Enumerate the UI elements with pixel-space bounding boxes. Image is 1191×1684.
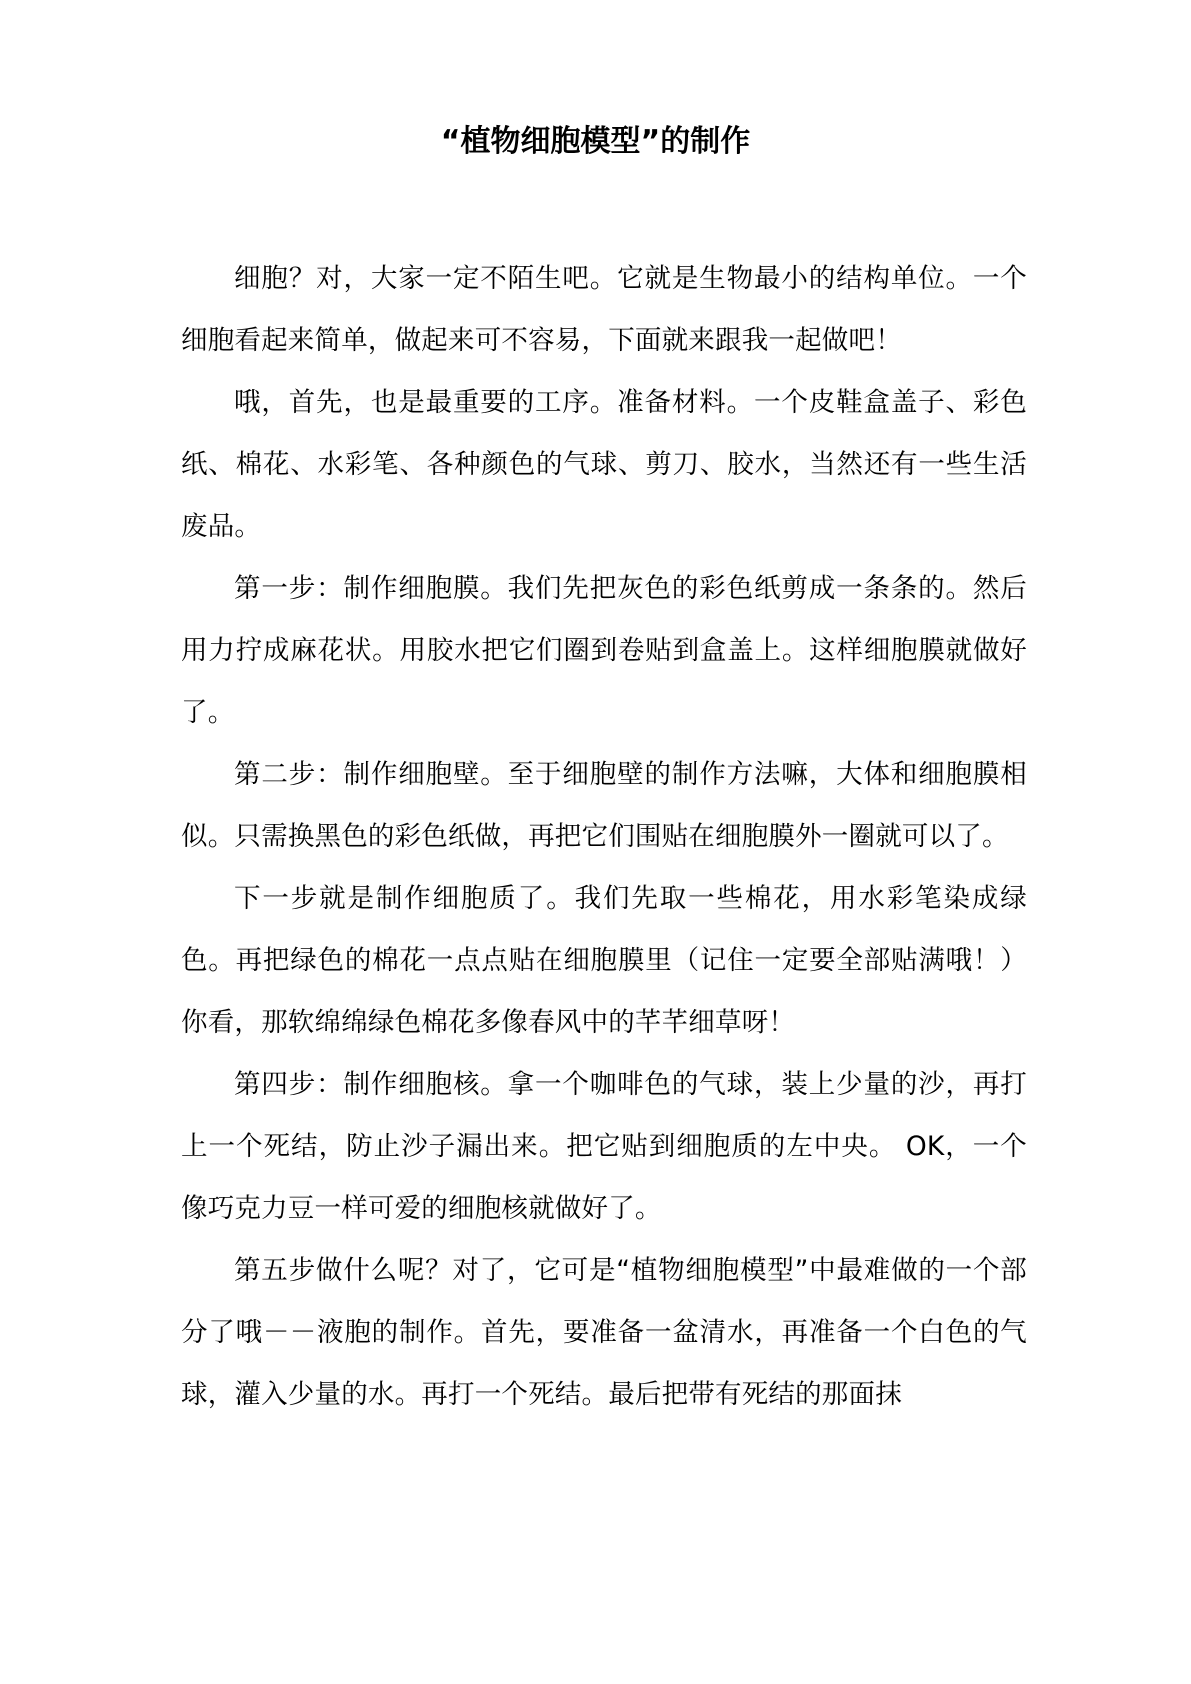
paragraph-step-1: 第一步：制作细胞膜。我们先把灰色的彩色纸剪成一条条的。然后用力拧成麻花状。用胶水把它们圈到卷贴到盒盖上。这样细胞膜就做好了。	[181, 573, 1027, 728]
paragraph-step-2: 第二步：制作细胞壁。至于细胞壁的制作方法嘛，大体和细胞膜相似。只需换黑色的彩色纸做，再把它们围贴在细胞膜外一圈就可以了。	[181, 759, 1027, 852]
paragraph-step-4: 第四步：制作细胞核。拿一个咖啡色的气球，装上少量的沙，再打上一个死结，防止沙子漏出来。把它贴到细胞质的左中央。 OK，一个像巧克力豆一样可爱的细胞核就做好了。	[181, 1069, 1027, 1224]
paragraph-step-3: 下一步就是制作细胞质了。我们先取一些棉花，用水彩笔染成绿色。再把绿色的棉花一点点贴在细胞膜里（记住一定要全部贴满哦！）你看，那软绵绵绿色棉花多像春风中的芊芊细草呀！	[181, 883, 1027, 1038]
paragraph-intro: 细胞？对，大家一定不陌生吧。它就是生物最小的结构单位。一个细胞看起来简单，做起来可不容易，下面就来跟我一起做吧！	[181, 263, 1027, 356]
document-body	[181, 248, 1027, 1426]
paragraph-materials: 哦，首先，也是最重要的工序。准备材料。一个皮鞋盒盖子、彩色纸、棉花、水彩笔、各种颜色的气球、剪刀、胶水，当然还有一些生活废品。	[181, 387, 1027, 542]
document-title: “植物细胞模型”的制作	[440, 124, 751, 159]
paragraph-step-5: 第五步做什么呢？对了，它可是“植物细胞模型”中最难做的一个部分了哦－－液胞的制作。首先，要准备一盆清水，再准备一个白色的气球，灌入少量的水。再打一个死结。最后把带有死结的那面抹	[181, 1255, 1027, 1410]
